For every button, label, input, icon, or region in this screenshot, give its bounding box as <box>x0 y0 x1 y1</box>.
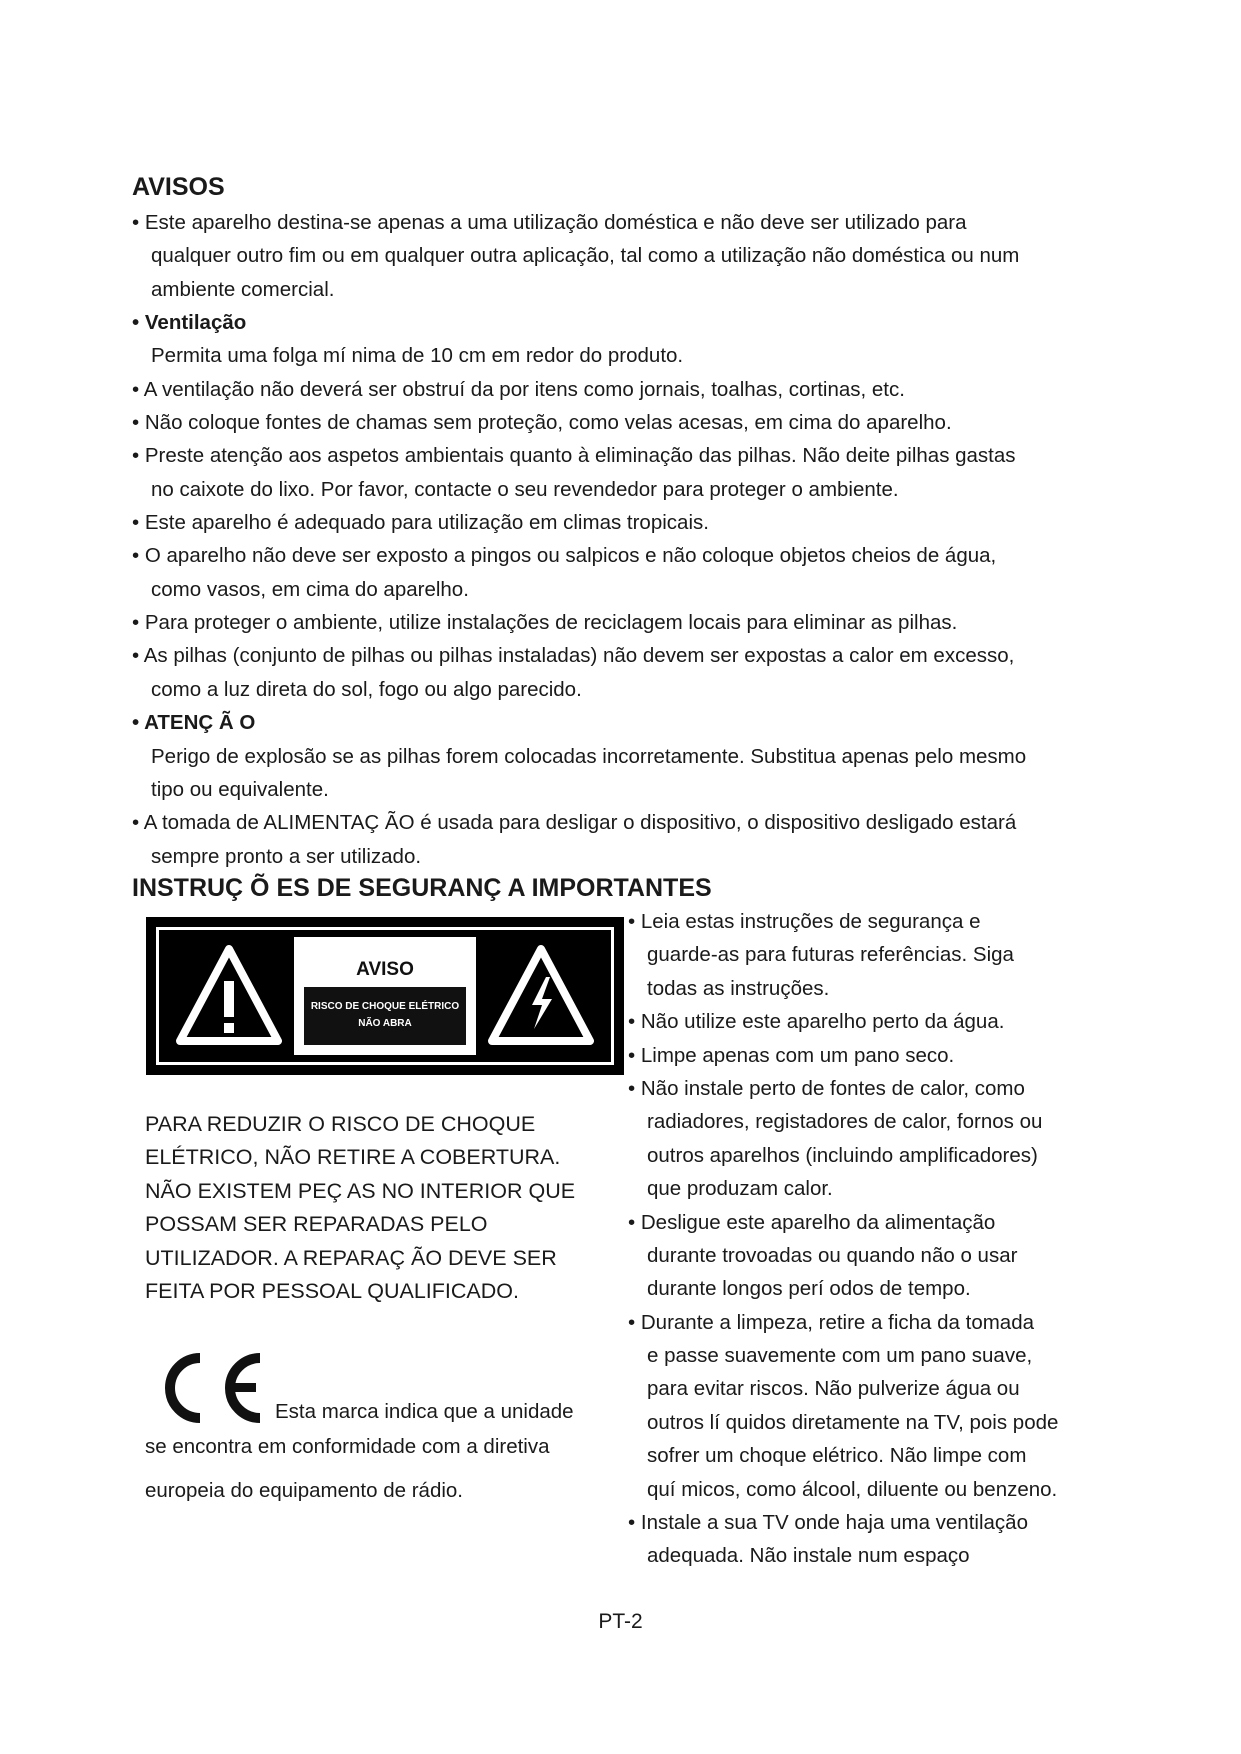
text-line: tipo ou equivalente. <box>151 777 329 801</box>
text-line: • Instale a sua TV onde haja uma ventilação <box>628 1511 1028 1535</box>
text-line: quí micos, como álcool, diluente ou benzeno. <box>647 1477 1058 1501</box>
text-line: outros aparelhos (incluindo amplificadores) <box>647 1143 1038 1167</box>
page-number: PT-2 <box>598 1610 643 1633</box>
text-line: • Limpe apenas com um pano seco. <box>628 1043 955 1067</box>
text-line: que produzam calor. <box>647 1177 833 1201</box>
text-line: durante longos perí odos de tempo. <box>647 1277 971 1301</box>
text-line: • Preste atenção aos aspetos ambientais quanto à eliminação das pilhas. Não deite pilhas gastas <box>132 444 1016 468</box>
warning-text-line: POSSAM SER REPARADAS PELO <box>145 1212 488 1237</box>
text-line: • Este aparelho destina-se apenas a uma utilização doméstica e não deve ser utilizado para <box>132 211 967 234</box>
warning-text-line: UTILIZADOR. A REPARAÇ ÃO DEVE SER <box>145 1245 557 1270</box>
warning-label <box>146 917 624 1075</box>
text-line: no caixote do lixo. Por favor, contacte o seu revendedor para proteger o ambiente. <box>151 477 899 501</box>
ce-text-line2: se encontra em conformidade com a diretiva <box>145 1435 550 1458</box>
text-line: • O aparelho não deve ser exposto a pingos ou salpicos e não coloque objetos cheios de água, <box>132 544 997 568</box>
warning-text-line: NÃO EXISTEM PEÇ AS NO INTERIOR QUE <box>145 1178 576 1203</box>
text-line: como a luz direta do sol, fogo ou algo parecido. <box>151 677 582 701</box>
text-line: ambiente comercial. <box>151 277 335 301</box>
text-line: como vasos, em cima do aparelho. <box>151 577 469 601</box>
warning-label-line2: NÃO ABRA <box>358 1018 412 1029</box>
warning-text-line: ELÉTRICO, NÃO RETIRE A COBERTURA. <box>145 1145 561 1170</box>
safety-heading: INSTRUÇ Õ ES DE SEGURANÇ A IMPORTANTES <box>132 874 712 902</box>
text-line: adequada. Não instale num espaço <box>647 1544 970 1568</box>
electric-shock-warning <box>145 1108 575 1308</box>
warning-text-line: PARA REDUZIR O RISCO DE CHOQUE <box>145 1112 536 1136</box>
text-line: • Para proteger o ambiente, utilize instalações de reciclagem locais para eliminar as pilhas. <box>132 611 958 635</box>
safety-instructions-list <box>628 905 1108 1573</box>
text-line: • Este aparelho é adequado para utilização em climas tropicais. <box>132 511 709 535</box>
warning-label-line1: RISCO DE CHOQUE ELÉTRICO <box>310 1001 460 1012</box>
warning-label-center <box>294 937 476 1055</box>
text-line: Permita uma folga mí nima de 10 cm em redor do produto. <box>151 344 684 368</box>
warning-exclamation-icon <box>174 943 284 1047</box>
text-line: e passe suavemente com um pano suave, <box>647 1344 1033 1368</box>
text-line: • Não instale perto de fontes de calor, como <box>628 1076 1025 1100</box>
text-line: • A ventilação não deverá ser obstruí da por itens como jornais, toalhas, cortinas, etc. <box>132 377 905 401</box>
avisos-list <box>132 206 1122 873</box>
text-line: sofrer um choque elétrico. Não limpe com <box>647 1444 1027 1468</box>
text-line: • Leia estas instruções de segurança e <box>628 910 981 933</box>
text-line: todas as instruções. <box>647 976 830 1000</box>
text-line: sempre pronto a ser utilizado. <box>151 844 422 868</box>
text-line: outros lí quidos diretamente na TV, pois pode <box>647 1410 1059 1434</box>
text-line: • Não coloque fontes de chamas sem proteção, como velas acesas, em cima do aparelho. <box>132 411 952 435</box>
ce-mark-icon <box>150 1350 270 1426</box>
warning-text-line: FEITA POR PESSOAL QUALIFICADO. <box>145 1278 519 1303</box>
text-line: • As pilhas (conjunto de pilhas ou pilhas instaladas) não devem ser expostas a calor em excesso, <box>132 644 1015 668</box>
text-line: • Durante a limpeza, retire a ficha da tomada <box>628 1310 1034 1334</box>
text-line: • A tomada de ALIMENTAÇ ÃO é usada para desligar o dispositivo, o dispositivo desligado estará <box>132 811 1017 835</box>
avisos-heading: AVISOS <box>132 173 225 201</box>
text-line: durante trovoadas ou quando não o usar <box>647 1243 1018 1267</box>
text-line: • Ventilação <box>132 311 247 335</box>
ce-text-line1: Esta marca indica que a unidade <box>275 1400 574 1423</box>
lightning-bolt-icon <box>486 943 596 1047</box>
warning-label-box <box>304 987 466 1045</box>
text-line: guarde-as para futuras referências. Siga <box>647 943 1014 967</box>
text-line: • Desligue este aparelho da alimentação <box>628 1210 996 1234</box>
text-line: • ATENÇ Ã O <box>132 711 256 735</box>
text-line: Perigo de explosão se as pilhas forem colocadas incorretamente. Substitua apenas pelo mesmo <box>151 744 1027 768</box>
text-line: qualquer outro fim ou em qualquer outra aplicação, tal como a utilização não doméstica ou num <box>151 244 1020 268</box>
text-line: para evitar riscos. Não pulverize água ou <box>647 1377 1020 1401</box>
ce-text-line3: europeia do equipamento de rádio. <box>145 1479 463 1502</box>
text-line: • Não utilize este aparelho perto da água. <box>628 1010 1005 1034</box>
warning-label-title: AVISO <box>356 959 414 980</box>
text-line: radiadores, registadores de calor, fornos ou <box>647 1110 1043 1134</box>
